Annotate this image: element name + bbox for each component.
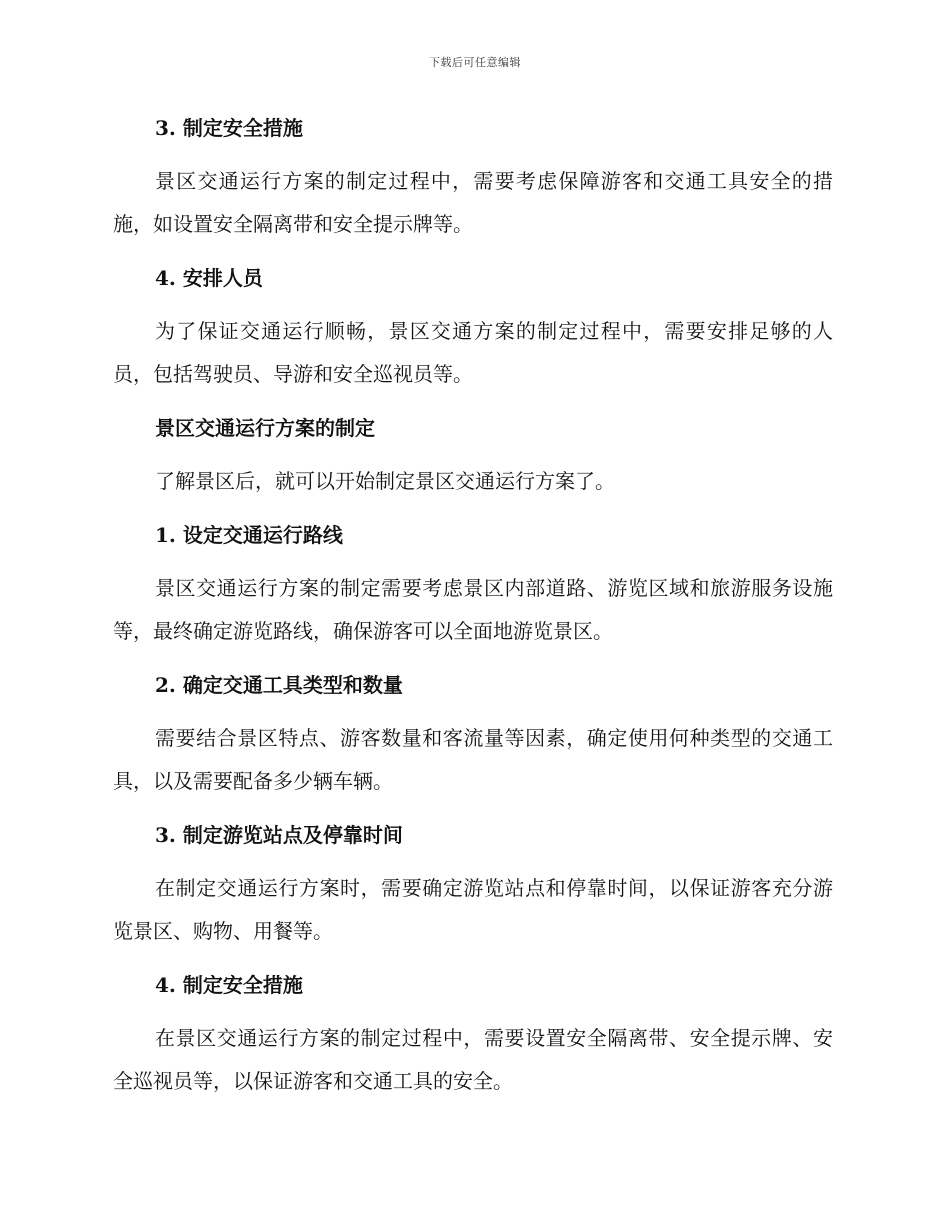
- paragraph: 在制定交通运行方案时，需要确定游览站点和停靠时间，以保证游客充分游览景区、购物、用餐等。: [113, 876, 833, 943]
- paragraph: 在景区交通运行方案的制定过程中，需要设置安全隔离带、安全提示牌、安全巡视员等，以保证游客和交通工具的安全。: [113, 1026, 833, 1093]
- paragraph: 为了保证交通运行顺畅，景区交通方案的制定过程中，需要安排足够的人员，包括驾驶员、导游和安全巡视员等。: [113, 319, 833, 386]
- document-body: [113, 108, 833, 1115]
- paragraph: 需要结合景区特点、游客数量和客流量等因素，确定使用何种类型的交通工具，以及需要配备多少辆车辆。: [113, 726, 833, 793]
- section-heading: 3. 制定游览站点及停靠时间: [155, 823, 403, 847]
- section-heading: 景区交通运行方案的制定: [155, 416, 375, 440]
- page-header: 下载后可任意编辑: [429, 56, 521, 69]
- section-heading: 4. 制定安全措施: [155, 973, 303, 997]
- paragraph: 了解景区后，就可以开始制定景区交通运行方案了。: [155, 469, 615, 493]
- section-heading: 2. 确定交通工具类型和数量: [155, 673, 403, 697]
- paragraph: 景区交通运行方案的制定需要考虑景区内部道路、游览区域和旅游服务设施等，最终确定游览路线，确保游客可以全面地游览景区。: [113, 576, 833, 643]
- section-heading: 3. 制定安全措施: [155, 116, 303, 140]
- paragraph: 景区交通运行方案的制定过程中，需要考虑保障游客和交通工具安全的措施，如设置安全隔离带和安全提示牌等。: [113, 169, 833, 236]
- section-heading: 4. 安排人员: [155, 266, 263, 290]
- section-heading: 1. 设定交通运行路线: [155, 523, 343, 547]
